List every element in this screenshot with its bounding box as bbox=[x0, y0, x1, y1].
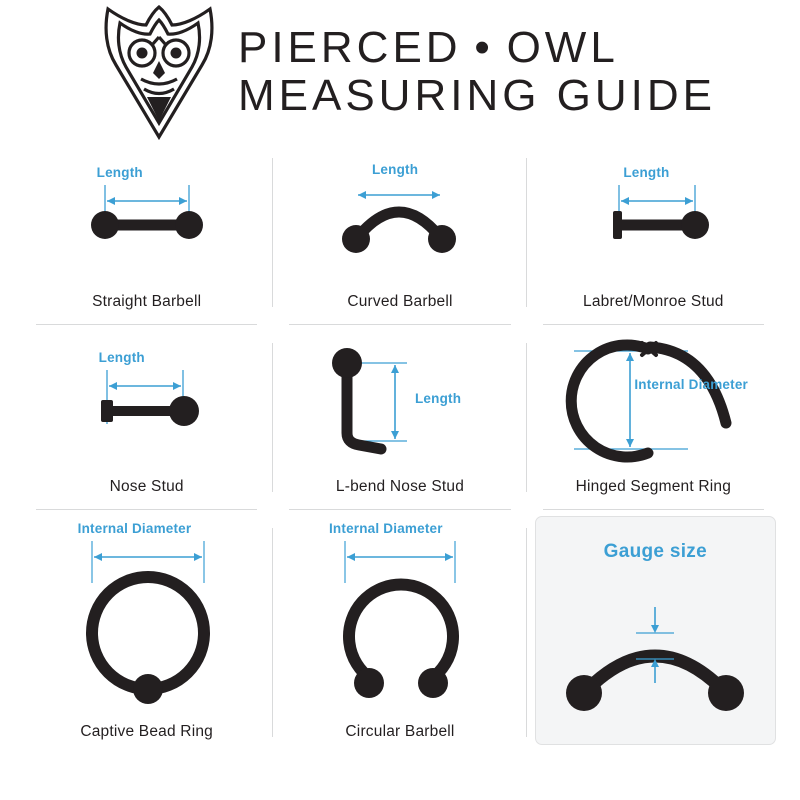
measure-label: Length bbox=[623, 164, 670, 180]
cell-l-bend-nose-stud bbox=[273, 325, 526, 510]
item-caption: Curved Barbell bbox=[347, 293, 453, 310]
guide-subtitle: MEASURING GUIDE bbox=[237, 71, 717, 120]
cell-labret-monroe-stud bbox=[527, 140, 780, 325]
gauge-size-panel bbox=[535, 516, 776, 745]
pierced-owl-logo bbox=[84, 1, 234, 139]
cell-captive-bead-ring bbox=[20, 510, 273, 755]
nose-stud-diagram bbox=[20, 325, 273, 478]
item-caption: Straight Barbell bbox=[92, 293, 202, 310]
labret-monroe-stud-diagram bbox=[527, 140, 780, 293]
gauge-size-diagram bbox=[536, 517, 775, 744]
straight-barbell-diagram bbox=[20, 140, 273, 293]
curved-barbell-diagram bbox=[273, 140, 526, 293]
measure-label: Gauge size bbox=[603, 541, 707, 562]
circular-barbell-diagram bbox=[273, 510, 526, 723]
measure-label: Length bbox=[96, 164, 143, 180]
hinged-segment-ring-diagram bbox=[527, 325, 780, 478]
title-block bbox=[238, 20, 716, 119]
item-caption: Captive Bead Ring bbox=[80, 723, 213, 740]
measure-label: Internal Diameter bbox=[77, 520, 192, 536]
cell-curved-barbell bbox=[273, 140, 526, 325]
cell-gauge-size bbox=[527, 510, 780, 755]
measure-label: Length bbox=[98, 349, 145, 365]
item-caption: Circular Barbell bbox=[345, 723, 455, 740]
cell-hinged-segment-ring bbox=[527, 325, 780, 510]
measure-label: Length bbox=[371, 161, 419, 177]
measure-label-text: Internal Diameter bbox=[634, 376, 748, 392]
captive-bead-ring-diagram bbox=[20, 510, 273, 723]
measure-label: Internal Diameter bbox=[328, 520, 443, 536]
brand-title: PIERCED • OWL bbox=[237, 23, 619, 73]
jewelry-grid bbox=[20, 140, 780, 755]
l-bend-nose-stud-diagram bbox=[273, 325, 526, 478]
cell-straight-barbell bbox=[20, 140, 273, 325]
measure-label bbox=[634, 377, 748, 394]
item-caption: Nose Stud bbox=[109, 478, 184, 495]
item-caption: Hinged Segment Ring bbox=[575, 478, 732, 495]
measure-label: Length bbox=[414, 390, 462, 406]
item-caption: Labret/Monroe Stud bbox=[583, 293, 724, 310]
cell-circular-barbell bbox=[273, 510, 526, 755]
cell-nose-stud bbox=[20, 325, 273, 510]
item-caption: L-bend Nose Stud bbox=[335, 478, 465, 495]
header bbox=[0, 0, 800, 140]
